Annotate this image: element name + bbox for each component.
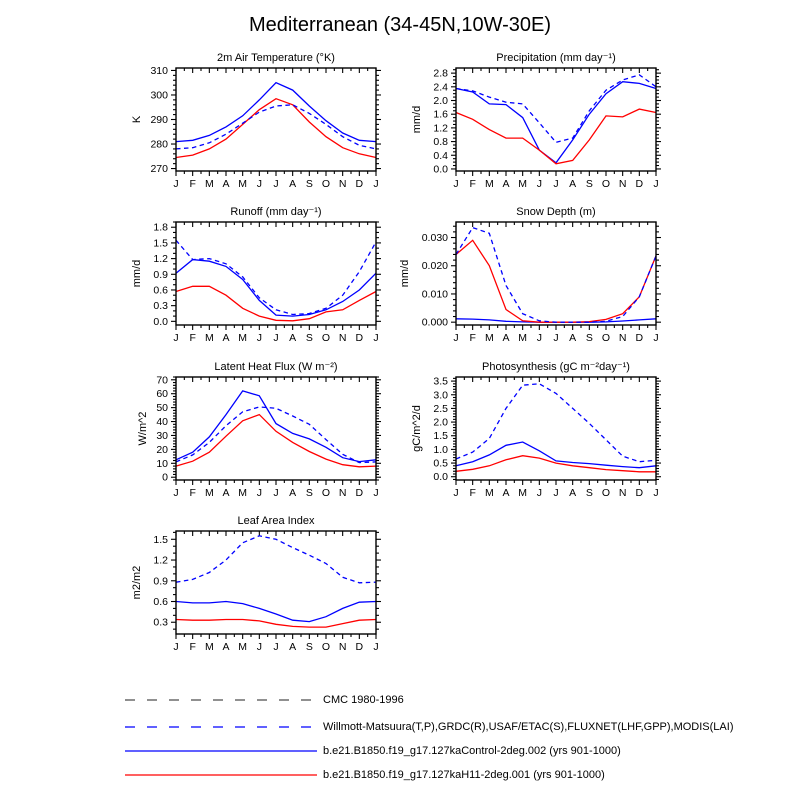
- y-tick-label: 20: [156, 443, 168, 456]
- y-tick-label: 0.020: [421, 260, 448, 273]
- x-tick-label: J: [653, 332, 659, 344]
- y-tick-label: 3.5: [433, 375, 448, 388]
- y-tick-label: 0.000: [421, 316, 448, 329]
- x-tick-label: D: [635, 487, 644, 499]
- x-tick-label: A: [222, 332, 230, 344]
- y-tick-label: 2.8: [433, 67, 448, 80]
- y-tick-label: 280: [150, 138, 168, 151]
- legend-item-observations: [125, 718, 734, 736]
- y-tick-label: 0.0: [433, 471, 448, 484]
- x-tick-label: J: [173, 332, 179, 344]
- y-tick-label: 2.5: [433, 402, 448, 415]
- y-tick-label: 0.030: [421, 232, 448, 245]
- chart-title: Photosynthesis (gC m⁻²day⁻¹): [482, 361, 630, 373]
- legend-line-h11-run: [125, 770, 317, 780]
- y-axis-label: gC/m^2/d: [411, 405, 423, 452]
- x-tick-label: J: [256, 178, 262, 190]
- x-tick-label: F: [189, 332, 196, 344]
- y-tick-label: 50: [156, 402, 168, 415]
- x-tick-label: M: [204, 641, 214, 653]
- x-tick-label: A: [289, 487, 297, 499]
- y-tick-label: 2.0: [433, 95, 448, 108]
- x-tick-label: J: [553, 178, 559, 190]
- x-tick-label: J: [453, 487, 459, 499]
- y-tick-label: 0.8: [433, 136, 448, 149]
- y-tick-label: 2.0: [433, 416, 448, 429]
- y-tick-label: 0.9: [153, 268, 168, 281]
- chart-latent-heat-flux: [110, 359, 420, 517]
- x-tick-label: J: [453, 332, 459, 344]
- y-tick-label: 310: [150, 64, 168, 77]
- x-tick-label: M: [518, 487, 528, 499]
- x-tick-label: S: [305, 332, 313, 344]
- legend-item-cmc: [125, 691, 404, 709]
- x-tick-label: A: [289, 641, 297, 653]
- x-tick-label: D: [355, 332, 364, 344]
- series-line-h11-run: [176, 620, 376, 628]
- x-tick-label: J: [273, 178, 279, 190]
- x-tick-label: A: [569, 178, 577, 190]
- y-tick-label: 0.010: [421, 288, 448, 301]
- series-line-control-run: [176, 391, 376, 462]
- y-tick-label: 1.6: [433, 108, 448, 121]
- y-tick-label: 30: [156, 429, 168, 442]
- x-tick-label: O: [321, 641, 331, 653]
- legend-line-control-run: [125, 746, 317, 756]
- series-line-observations: [176, 240, 376, 314]
- x-tick-label: J: [373, 178, 379, 190]
- x-tick-label: A: [569, 487, 577, 499]
- x-tick-label: D: [355, 641, 364, 653]
- chart-snow-depth: [390, 204, 700, 362]
- chart-title: 2m Air Temperature (°K): [217, 52, 335, 64]
- chart-title: Snow Depth (m): [516, 206, 596, 218]
- x-tick-label: J: [536, 332, 542, 344]
- x-tick-label: J: [273, 641, 279, 653]
- y-axis-label: mm/d: [411, 105, 423, 134]
- series-line-observations: [456, 384, 656, 462]
- x-tick-label: N: [618, 178, 627, 190]
- y-tick-label: 70: [156, 374, 168, 387]
- y-tick-label: 290: [150, 114, 168, 126]
- legend-label: b.e21.B1850.f19_g17.127kaControl-2deg.002 (yrs 901-1000): [323, 745, 621, 757]
- y-tick-label: 0.3: [153, 616, 168, 629]
- x-tick-label: A: [502, 487, 510, 499]
- x-tick-label: F: [469, 332, 476, 344]
- y-tick-label: 1.2: [433, 122, 448, 135]
- plot-frame: [176, 222, 376, 325]
- y-tick-label: 0.6: [153, 284, 168, 297]
- x-tick-label: J: [653, 178, 659, 190]
- y-tick-label: 1.0: [433, 443, 448, 456]
- x-tick-label: M: [484, 487, 494, 499]
- legend-label: CMC 1980-1996: [323, 694, 404, 706]
- chart-title: Runoff (mm day⁻¹): [230, 206, 322, 218]
- x-tick-label: A: [222, 641, 230, 653]
- chart-title: Precipitation (mm day⁻¹): [496, 52, 616, 64]
- x-tick-label: J: [373, 641, 379, 653]
- legend-label: b.e21.B1850.f19_g17.127kaH11-2deg.001 (yrs 901-1000): [323, 769, 605, 781]
- x-tick-label: F: [189, 641, 196, 653]
- x-tick-label: N: [618, 332, 627, 344]
- x-tick-label: O: [321, 332, 331, 344]
- x-tick-label: J: [373, 332, 379, 344]
- x-tick-label: J: [256, 332, 262, 344]
- x-tick-label: F: [189, 487, 196, 499]
- x-tick-label: M: [238, 641, 248, 653]
- x-tick-label: N: [338, 332, 347, 344]
- x-tick-label: F: [469, 178, 476, 190]
- y-tick-label: 60: [156, 388, 168, 401]
- x-tick-label: N: [338, 487, 347, 499]
- x-tick-label: N: [338, 178, 347, 190]
- legend-label: Willmott-Matsuura(T,P),GRDC(R),USAF/ETAC(S),FLUXNET(LHF,GPP),MODIS(LAI): [323, 721, 734, 733]
- x-tick-label: F: [189, 178, 196, 190]
- x-tick-label: S: [585, 332, 593, 344]
- x-tick-label: N: [618, 487, 627, 499]
- y-axis-label: mm/d: [131, 259, 143, 288]
- x-tick-label: F: [469, 487, 476, 499]
- x-tick-label: M: [238, 487, 248, 499]
- series-line-h11-run: [456, 109, 656, 164]
- x-tick-label: A: [222, 487, 230, 499]
- x-tick-label: D: [635, 332, 644, 344]
- x-tick-label: J: [373, 487, 379, 499]
- x-tick-label: S: [305, 641, 313, 653]
- y-tick-label: 1.2: [153, 554, 168, 567]
- chart-title: Latent Heat Flux (W m⁻²): [214, 361, 338, 373]
- x-tick-label: M: [204, 332, 214, 344]
- x-tick-label: M: [204, 178, 214, 190]
- x-tick-label: M: [238, 178, 248, 190]
- chart-leaf-area-index: [110, 513, 420, 671]
- y-tick-label: 3.0: [433, 389, 448, 402]
- x-tick-label: J: [173, 487, 179, 499]
- plot-frame: [176, 531, 376, 634]
- y-tick-label: 0.9: [153, 575, 168, 588]
- y-tick-label: 1.5: [153, 237, 168, 250]
- x-tick-label: S: [305, 487, 313, 499]
- figure-title: Mediterranean (34-45N,10W-30E): [248, 14, 551, 36]
- x-tick-label: S: [585, 487, 593, 499]
- x-tick-label: J: [173, 641, 179, 653]
- y-tick-label: 0.6: [153, 596, 168, 609]
- series-line-control-run: [456, 442, 656, 468]
- y-tick-label: 0.5: [433, 457, 448, 470]
- y-tick-label: 40: [156, 416, 168, 429]
- series-line-observations: [456, 228, 656, 323]
- x-tick-label: M: [484, 332, 494, 344]
- x-tick-label: J: [553, 332, 559, 344]
- x-tick-label: A: [289, 178, 297, 190]
- y-tick-label: 1.8: [153, 221, 168, 234]
- y-axis-label: m2/m2: [131, 565, 143, 600]
- legend-item-h11-run: [125, 766, 605, 784]
- x-tick-label: J: [173, 178, 179, 190]
- y-tick-label: 0.4: [433, 149, 448, 162]
- x-tick-label: A: [569, 332, 577, 344]
- y-tick-label: 1.2: [153, 253, 168, 266]
- x-tick-label: J: [453, 178, 459, 190]
- chart-title: Leaf Area Index: [237, 515, 315, 527]
- x-tick-label: S: [305, 178, 313, 190]
- y-tick-label: 300: [150, 89, 168, 102]
- x-tick-label: M: [484, 178, 494, 190]
- y-tick-label: 2.4: [433, 81, 448, 94]
- x-tick-label: J: [653, 487, 659, 499]
- series-line-observations: [176, 536, 376, 583]
- y-tick-label: 10: [156, 457, 168, 470]
- x-tick-label: D: [355, 178, 364, 190]
- y-axis-label: mm/d: [399, 259, 411, 288]
- x-tick-label: D: [635, 178, 644, 190]
- chart-runoff: [110, 204, 420, 362]
- x-tick-label: M: [518, 332, 528, 344]
- x-tick-label: M: [204, 487, 214, 499]
- x-tick-label: M: [238, 332, 248, 344]
- x-tick-label: O: [321, 178, 331, 190]
- x-tick-label: O: [601, 332, 611, 344]
- x-tick-label: A: [289, 332, 297, 344]
- y-tick-label: 0.0: [153, 315, 168, 328]
- x-tick-label: A: [502, 178, 510, 190]
- x-tick-label: J: [273, 487, 279, 499]
- y-axis-label: K: [131, 115, 143, 124]
- x-tick-label: O: [601, 178, 611, 190]
- series-line-control-run: [176, 602, 376, 622]
- series-line-h11-run: [456, 456, 656, 472]
- legend-line-observations: [125, 722, 317, 732]
- y-tick-label: 270: [150, 163, 168, 176]
- y-tick-label: 0.3: [153, 300, 168, 313]
- y-tick-label: 1.5: [433, 430, 448, 443]
- x-tick-label: A: [502, 332, 510, 344]
- legend-item-control-run: [125, 742, 621, 760]
- x-tick-label: J: [553, 487, 559, 499]
- series-line-h11-run: [456, 240, 656, 322]
- legend-line-cmc: [125, 695, 317, 705]
- x-tick-label: O: [601, 487, 611, 499]
- x-tick-label: J: [536, 487, 542, 499]
- x-tick-label: J: [536, 178, 542, 190]
- x-tick-label: O: [321, 487, 331, 499]
- y-tick-label: 0: [162, 471, 168, 484]
- x-tick-label: N: [338, 641, 347, 653]
- x-tick-label: J: [256, 641, 262, 653]
- y-tick-label: 0.0: [433, 163, 448, 176]
- series-line-observations: [176, 105, 376, 149]
- x-tick-label: D: [355, 487, 364, 499]
- x-tick-label: J: [256, 487, 262, 499]
- x-tick-label: S: [585, 178, 593, 190]
- y-axis-label: W/m^2: [137, 411, 149, 446]
- x-tick-label: M: [518, 178, 528, 190]
- plot-frame: [456, 377, 656, 480]
- x-tick-label: J: [273, 332, 279, 344]
- x-tick-label: A: [222, 178, 230, 190]
- y-tick-label: 1.5: [153, 533, 168, 546]
- chart-photosynthesis: [390, 359, 700, 517]
